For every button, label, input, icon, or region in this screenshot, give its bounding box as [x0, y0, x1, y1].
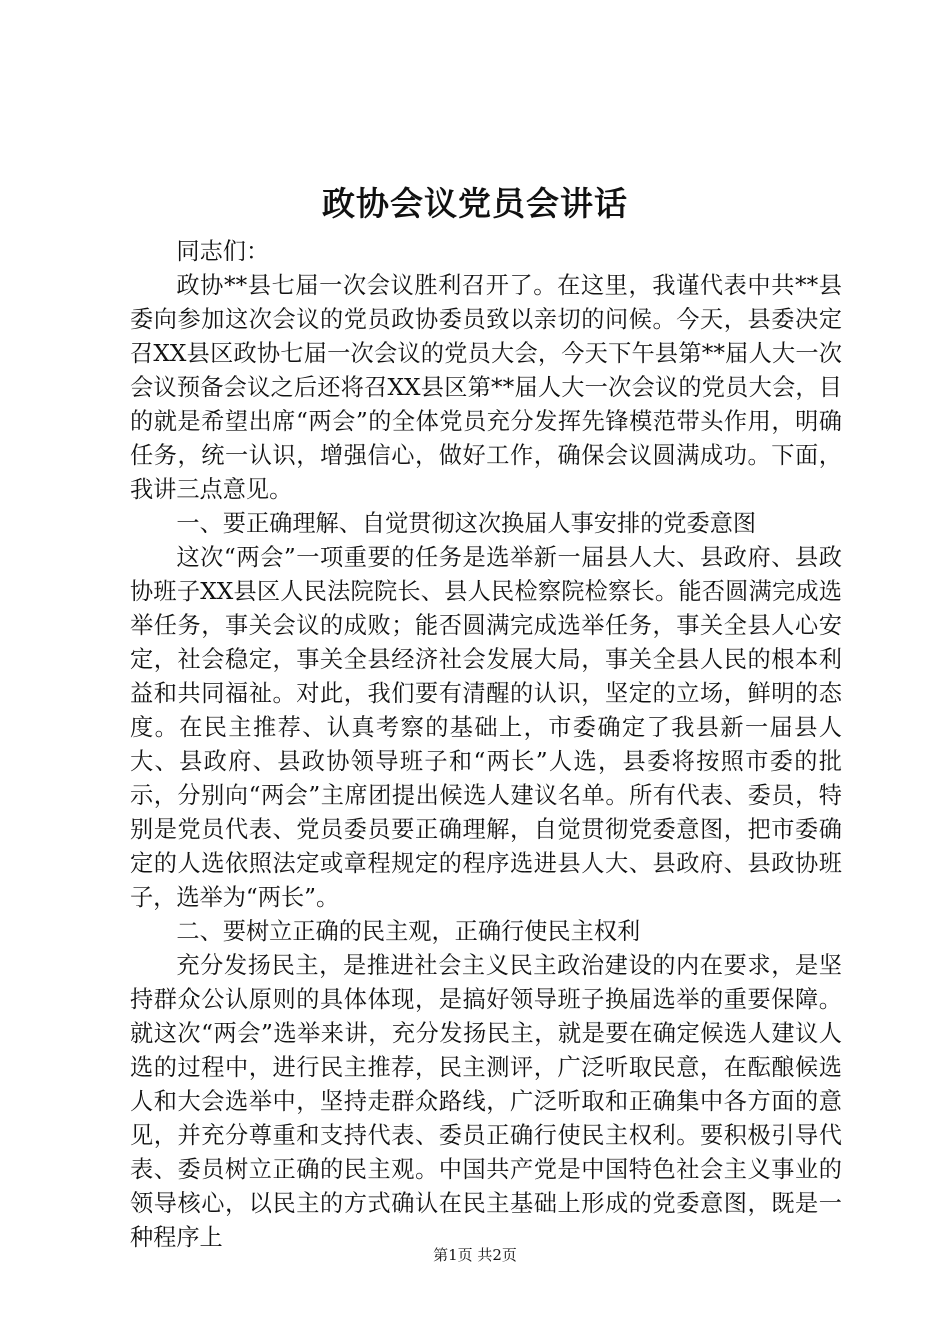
page-number-footer: 第1页 共2页 — [433, 1246, 517, 1264]
section-heading-1: 一、要正确理解、自觉贯彻这次换届人事安排的党委意图 — [176, 510, 757, 537]
paragraph-salutation: 同志们： — [176, 238, 270, 265]
document-title: 政协会议党员会讲话 — [322, 184, 628, 223]
paragraph-section-2: 充分发扬民主，是推进社会主义民主政治建设的内在要求，是坚持群众公认原则的具体体现，是搞好领导班子换届选举的重要保障。就这次“两会”选举来讲，充分发扬民主，就是要在确定候选人建议人选的过程中，进行民主推荐，民主测评，广泛听取民意，在酝酿候选人和大会选举中，坚持走群众路线，广泛听取和正确集中各方面的意见，并充分尊重和支持代表、委员正确行使民主权利。要积极引导代表、委员树立正确的民主观。中国共产党是中国特色社会主义事业的领导核心，以民主的方式确认在民主基础上形成的党委意图，既是一种程序上 — [130, 952, 842, 1251]
document-body — [130, 235, 842, 1255]
section-heading-2: 二、要树立正确的民主观，正确行使民主权利 — [176, 918, 641, 945]
paragraph-section-1: 这次“两会”一项重要的任务是选举新一届县人大、县政府、县政协班子XX县区人民法院院长、县人民检察院检察长。能否圆满完成选举任务，事关会议的成败；能否圆满完成选举任务，事关全县人心安定，社会稳定，事关全县经济社会发展大局，事关全县人民的根本利益和共同福祉。对此，我们要有清醒的认识，坚定的立场，鲜明的态度。在民主推荐、认真考察的基础上，市委确定了我县新一届县人大、县政府、县政协领导班子和“两长”人选，县委将按照市委的批示，分别向“两会”主席团提出候选人建议名单。所有代表、委员，特别是党员代表、党员委员要正确理解，自觉贯彻党委意图，把市委确定的人选依照法定或章程规定的程序选进县人大、县政府、县政协班子，选举为“两长”。 — [130, 544, 842, 911]
paragraph-intro: 政协**县七届一次会议胜利召开了。在这里，我谨代表中共**县委向参加这次会议的党员政协委员致以亲切的问候。今天，县委决定召XX县区政协七届一次会议的党员大会，今天下午县第**届人大一次会议预备会议之后还将召XX县区第**届人大一次会议的党员大会，目的就是希望出席“两会”的全体党员充分发挥先锋模范带头作用，明确任务，统一认识，增强信心，做好工作，确保会议圆满成功。下面，我讲三点意见。 — [130, 272, 842, 503]
